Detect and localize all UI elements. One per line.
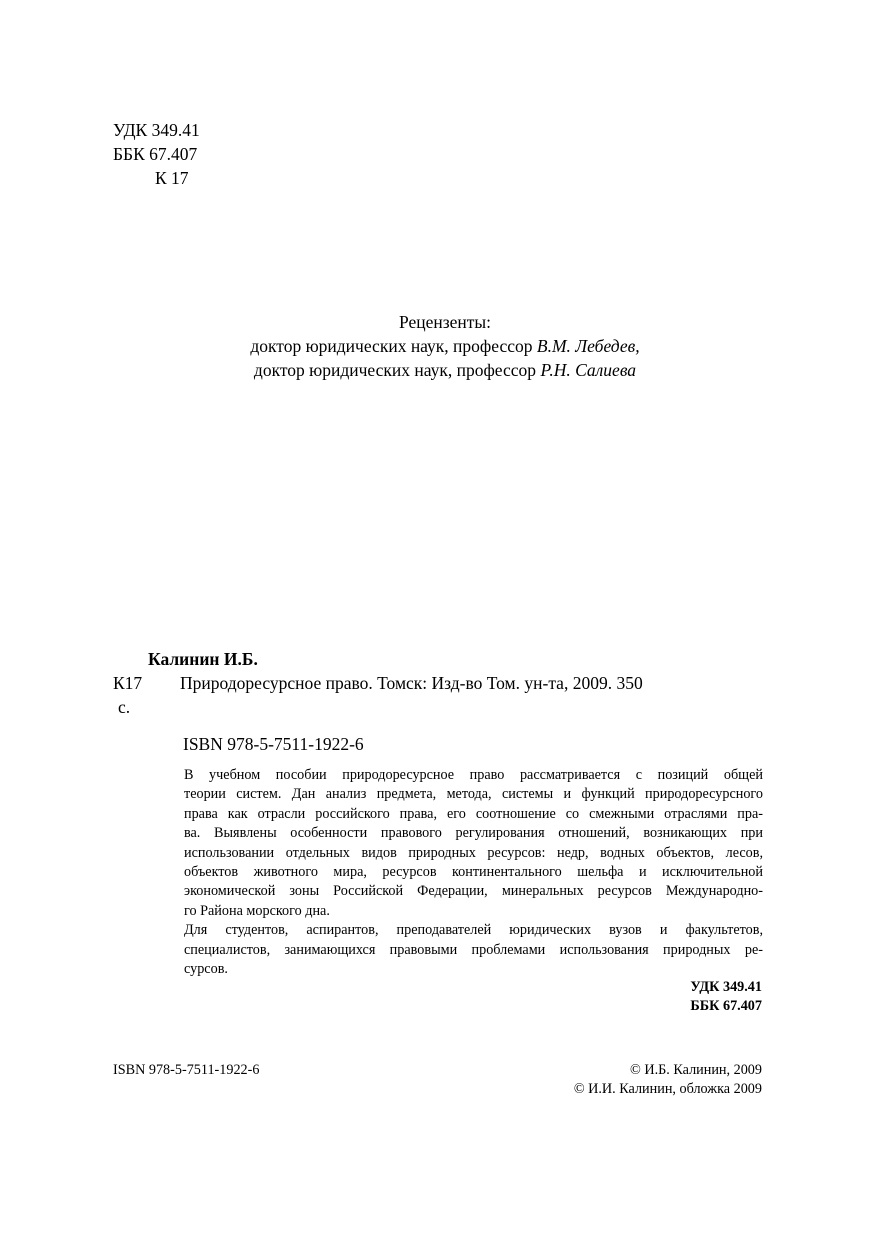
- reviewer-line: [150, 334, 740, 358]
- reviewer-line: [150, 358, 740, 382]
- footer-isbn: ISBN 978-5-7511-1922-6: [113, 1062, 260, 1078]
- reviewer-credentials: доктор юридических наук, профессор: [250, 336, 533, 356]
- abstract-line: теории систем. Дан анализ предмета, метода, системы и функций природоресурсного: [184, 786, 763, 803]
- udk-code: УДК 349.41: [113, 120, 200, 140]
- bbk-code-bold: ББК 67.407: [690, 998, 762, 1015]
- author-mark: К 17: [155, 168, 189, 188]
- abstract-line: ва. Выявлены особенности правового регулирования отношений, возникающих при: [184, 825, 763, 842]
- abstract-paragraph: [147, 766, 763, 921]
- abstract-line: сурсов.: [184, 961, 228, 978]
- abstract-line: Для студентов, аспирантов, преподавателей юридических вузов и факультетов,: [184, 922, 763, 939]
- catalog-author: Калинин И.Б.: [148, 649, 258, 669]
- abstract-line: специалистов, занимающихся правовыми проблемами использования природных ре-: [184, 941, 763, 958]
- reviewers-title: Рецензенты:: [398, 312, 492, 332]
- abstract-line: использовании отдельных видов природных ресурсов: недр, водных объектов, лесов,: [184, 844, 763, 861]
- abstract: [147, 766, 763, 979]
- abstract-paragraph: [147, 921, 763, 979]
- reviewer-name: Р.Н. Салиева: [540, 360, 637, 380]
- catalog-code: К17: [113, 673, 143, 693]
- reviewer-name: В.М. Лебедев,: [536, 336, 640, 356]
- classification-bold: [690, 978, 762, 1017]
- catalog-description-continuation: с.: [118, 697, 131, 717]
- catalog-description: Природоресурсное право. Томск: Изд-во Том. ун-та, 2009. 350: [180, 673, 643, 693]
- catalog-isbn: ISBN 978-5-7511-1922-6: [183, 734, 364, 754]
- udk-code-bold: УДК 349.41: [690, 979, 762, 995]
- abstract-line: экономической зоны Российской Федерации, минеральных ресурсов Международно-: [184, 883, 763, 900]
- copyright-cover: © И.И. Калинин, обложка 2009: [573, 1081, 762, 1098]
- header-codes: [113, 118, 200, 190]
- bbk-code: ББК 67.407: [113, 144, 198, 164]
- abstract-line: объектов животного мира, ресурсов континентального шельфа и исключительной: [184, 864, 763, 881]
- abstract-line: права как отрасли российского права, его соотношение со смежными отраслями пра-: [184, 805, 763, 822]
- reviewers-block: [150, 310, 740, 382]
- abstract-line: го Района морского дна.: [184, 902, 330, 919]
- reviewer-credentials: доктор юридических наук, профессор: [253, 360, 537, 380]
- copyrights: [574, 1061, 762, 1100]
- abstract-line: В учебном пособии природоресурсное право рассматривается с позиций общей: [184, 767, 763, 783]
- copyright-author: © И.Б. Калинин, 2009: [630, 1062, 762, 1078]
